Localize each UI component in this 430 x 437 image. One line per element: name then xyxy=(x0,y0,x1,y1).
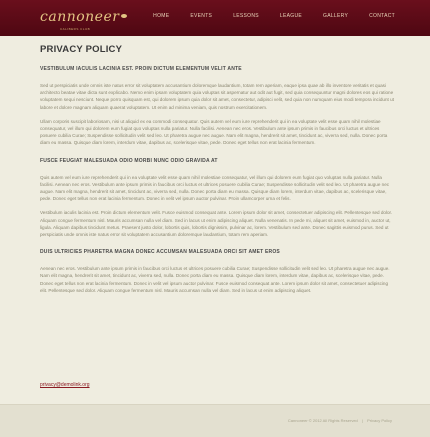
logo[interactable] xyxy=(40,8,127,31)
nav-lessons[interactable]: LESSONS xyxy=(233,13,259,19)
nav-contact[interactable]: CONTACT xyxy=(369,13,395,19)
main-nav xyxy=(132,13,395,19)
nav-home[interactable]: HOME xyxy=(153,13,170,19)
nav-gallery[interactable]: GALLERY xyxy=(323,13,349,19)
logo-tagline: CALIBERS CLUB xyxy=(60,27,91,31)
footer-separator: | xyxy=(361,418,363,423)
nav-league[interactable]: LEAGUE xyxy=(279,13,303,19)
copyright-text: Cannoneer © 2012 All Rights Reserved xyxy=(287,418,358,423)
section-paragraph: Aenean nec eros. Vestibulum ante ipsum primis in faucibus orci luctus et ultrices posuere cubilia Curae; Suspendisse sollicitudin velit sed leo. Ut pharetra augue nec augue. Nam elit magna, hendrerit sit amet, tincidunt ac, viverra sed, nulla. Donec porta diam eu massa. Quisque diam lorem, interdum vitae, dapibus ac, scelerisque vitae, pede. Donec eget tellus non erat lacinia fermentum. Donec in velit vel ipsum auctor pulvinar. Fusce euismod consequat ante. Lorem ipsum dolor sit amet, consectetuer adipiscing elit. Pellentesque sed dolor. Aliquam congue fermentum nisl. Mauris accumsan nulla vel diam. Sed in lacus ut enim adipiscing aliquet. xyxy=(40,266,390,293)
logo-text: cannoneer xyxy=(40,9,120,25)
privacy-email-link[interactable]: privacy@demolink.org xyxy=(40,382,90,388)
footer-privacy-link[interactable]: Privacy Policy xyxy=(367,418,392,423)
logo-shell-icon xyxy=(121,14,127,18)
page-title: PRIVACY POLICY xyxy=(40,44,123,55)
section-paragraph: Sed ut perspiciatis unde omnis iste natus error sit voluptatem accusantium doloremque laudantium, totam rem aperiam, eaque ipsa quae ab illo inventore veritatis et quasi architecto beatae vitae dicta sunt explicabo. Nemo enim ipsam voluptatem quia voluptas sit aspernatur aut odit aut fugit, sed quia consequuntur magni dolores eos qui ratione voluptatem sequi nesciunt. Neque porro quisquam est, qui dolorem ipsum quia dolor sit amet, consectetur, adipisci velit, sed quia non numquam eius modi tempora incidunt ut labore et dolore magnam aliquam quaerat voluptatem. Ut enim ad minima veniam, quis nostrum exercitationem. xyxy=(40,83,394,110)
section-heading: DUIS ULTRICIES PHARETRA MAGNA DONEC ACCUMSAN MALESUADA ORCI SIT AMET EROS xyxy=(40,249,280,256)
section-paragraph: Quis autem vel eum iure reprehenderit qui in ea voluptate velit esse quam nihil molestiae consequatur, vel illum qui dolorem eum fugiat quo voluptas nulla pariatur. Nulla facilisi. Aenean nec eros. Vestibulum ante ipsum primis in faucibus orci luctus et ultrices posuere cubilia Curae; Suspendisse sollicitudin velit sed leo. Ut pharetra augue nec augue. Nam elit magna, hendrerit sit amet, tincidunt ac, viverra sed, nulla. Donec porta diam eu massa. Quisque diam lorem, interdum vitae, dapibus ac, scelerisque vitae, pede. Donec eget tellus non erat lacinia fermentum. Donec in velit vel ipsum auctor pulvinar. Proin ullamcorper urna et felis. xyxy=(40,174,390,202)
main-content xyxy=(40,44,396,294)
section-paragraph: Vestibulum iaculis lacinia est. Proin dictum elementum velit. Fusce euismod consequat ante. Lorem ipsum dolor sit amet, consectetuer adipiscing elit. Pellentesque sed dolor. Aliquam congue fermentum nisl. Mauris accumsan nulla vel diam. Sed in lacus ut enim adipiscing aliquet. Nulla venenatis. In pede mi, aliquet sit amet, euismod in, auctor ut, ligula. Aliquam dapibus tincidunt metus. Praesent justo dolor, lobortis quis, lobortis dignissim, pulvinar ac, lorem. Vestibulum sed ante. Donec sagittis euismod purus. Sed ut perspiciatis unde omnis iste natus error sit voluptatem accusantium doloremque laudantium, totam rem aperiam. xyxy=(40,210,393,238)
section-heading: FUSCE FEUGIAT MALESUADA ODIO MORBI NUNC ODIO GRAVIDA AT xyxy=(40,157,218,164)
footer-text xyxy=(288,418,392,423)
section-heading: VESTIBULUM IACULIS LACINIA EST. PROIN DICTUM ELEMENTUM VELIT ANTE xyxy=(40,66,242,72)
section-paragraph: Ullam corporis suscipit laboriosam, nisi ut aliquid ex ea commodi consequatur. Quis autem vel eum iure reprehenderit qui in ea voluptate velit esse quam nihil molestiae consequatur, vel illum qui dolorem eum fugiat quo voluptas nulla pariatur. Nulla facilisi. Aenean nec eros. Vestibulum ante ipsum primis in faucibus orci luctus et ultrices posuere cubilia Curae; Suspendisse sollicitudin velit sed leo. Ut pharetra augue nec augue. Nam elit magna, hendrerit sit amet, tincidunt ac, viverra sed, nulla. Donec porta diam eu massa. Quisque diam lorem, interdum vitae, dapibus ac, scelerisque vitae, pede. Donec eget tellus non erat lacinia fermentum. xyxy=(40,118,388,146)
site-footer xyxy=(0,404,430,437)
nav-events[interactable]: EVENTS xyxy=(190,13,213,19)
site-header xyxy=(0,0,430,36)
